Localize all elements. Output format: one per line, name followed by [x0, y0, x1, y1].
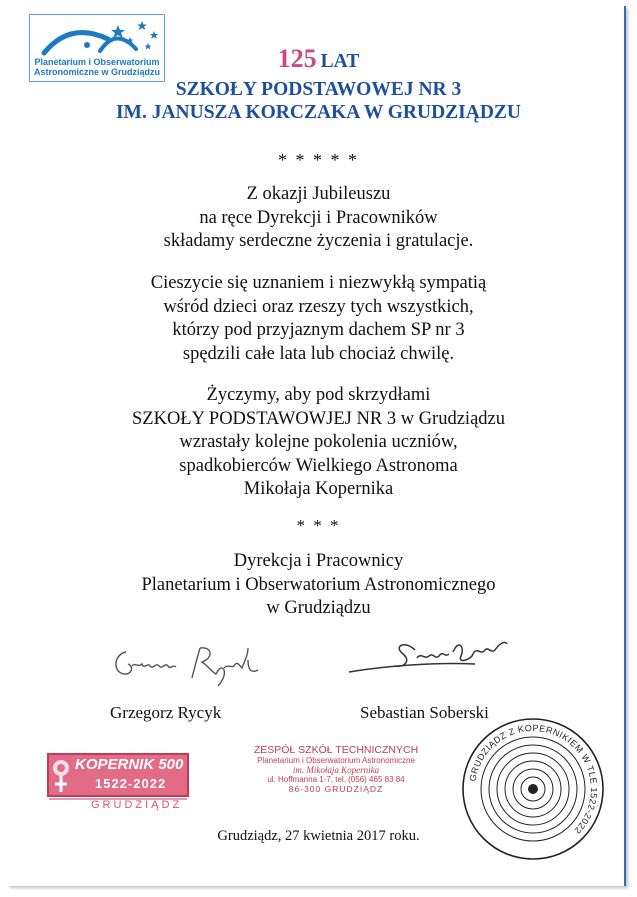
- paragraph-greeting: [0, 183, 637, 254]
- stars-divider-bottom: * * *: [296, 516, 341, 535]
- text-line: Mikołaja Kopernika: [243, 479, 394, 499]
- stars-divider-top: * * * * *: [278, 150, 359, 170]
- round-stamp-text: GRUDZIĄDZ Z KOPERNIKIEM W TLE 1522-2022: [467, 722, 600, 836]
- logo-line1: Planetarium i Obserwatorium: [34, 57, 160, 67]
- text-line: wśród dzieci oraz rzeszy tych wszystkich,: [163, 296, 474, 317]
- stamp-line3: im. Mikołaja Kopernika: [292, 765, 380, 775]
- letter-date: Grudziądz, 27 kwietnia 2017 roku.: [217, 828, 420, 844]
- signature-right: [345, 632, 545, 682]
- text-line: na ręce Dyrekcji i Pracowników: [199, 207, 438, 228]
- stamp-line1: ZESPÓŁ SZKÓŁ TECHNICZNYCH: [253, 744, 419, 756]
- stamp-line5: 86-300 GRUDZIĄDZ: [288, 784, 384, 794]
- text-line: Z okazji Jubileuszu: [246, 184, 391, 204]
- signatory-right-name: Sebastian Soberski: [360, 703, 489, 722]
- kopernik-500-stamp: [47, 752, 190, 814]
- text-line: Cieszycie się uznaniem i niezwykłą sympatią: [150, 273, 487, 293]
- heading: [0, 44, 637, 124]
- signatory-left-name: Grzegorz Rycyk: [110, 703, 222, 722]
- text-line: Planetarium i Obserwatorium Astronomicznego: [141, 574, 496, 595]
- text-line: SZKOŁY PODSTAWOWJEJ NR 3 w Grudziądzu: [132, 408, 505, 429]
- signature-left: [108, 640, 278, 690]
- text-line: składamy serdeczne życzenia i gratulacje.: [163, 231, 474, 251]
- stamp-city: GRUDZIĄDZ: [91, 799, 183, 811]
- institution-stamp: [232, 744, 440, 794]
- heading-line2: SZKOŁY PODSTAWOWEJ NR 3: [175, 79, 462, 100]
- text-line: Dyrekcja i Pracownicy: [233, 551, 404, 571]
- paragraph-wishes: [0, 384, 637, 502]
- paragraph-signoff: [0, 550, 637, 621]
- text-line: wzrastały kolejne pokolenia uczniów,: [179, 432, 458, 452]
- stamp-title: KOPERNIK 500: [75, 756, 184, 773]
- text-line: którzy pod przyjaznym dachem SP nr 3: [172, 320, 465, 340]
- stamp-line2: Planetarium i Obserwatorium Astronomiczne: [257, 756, 415, 765]
- text-line: Życzymy, aby pod skrzydłami: [206, 385, 431, 405]
- text-line: spadkobierców Wielkiego Astronoma: [179, 455, 458, 476]
- heading-lat: LAT: [320, 51, 360, 72]
- heading-number: 125: [277, 44, 317, 73]
- stamp-years: 1522-2022: [95, 776, 167, 791]
- heading-line3: IM. JANUSZA KORCZAKA W GRUDZIĄDZU: [115, 102, 522, 123]
- svg-text:GRUDZIĄDZ Z KOPERNIKIEM W TLE: [467, 723, 599, 836]
- text-line: spędzili całe lata lub chociaż chwilę.: [182, 343, 455, 364]
- paragraph-sympathy: [0, 272, 637, 366]
- heading-line1: [0, 44, 637, 78]
- logo-line2: Astronomiczne w Grudziądzu: [33, 67, 160, 77]
- stamp-line4: ul. Hoffmanna 1-7, tel. (056) 465 83 84: [267, 775, 405, 784]
- text-line: w Grudziądzu: [266, 598, 371, 618]
